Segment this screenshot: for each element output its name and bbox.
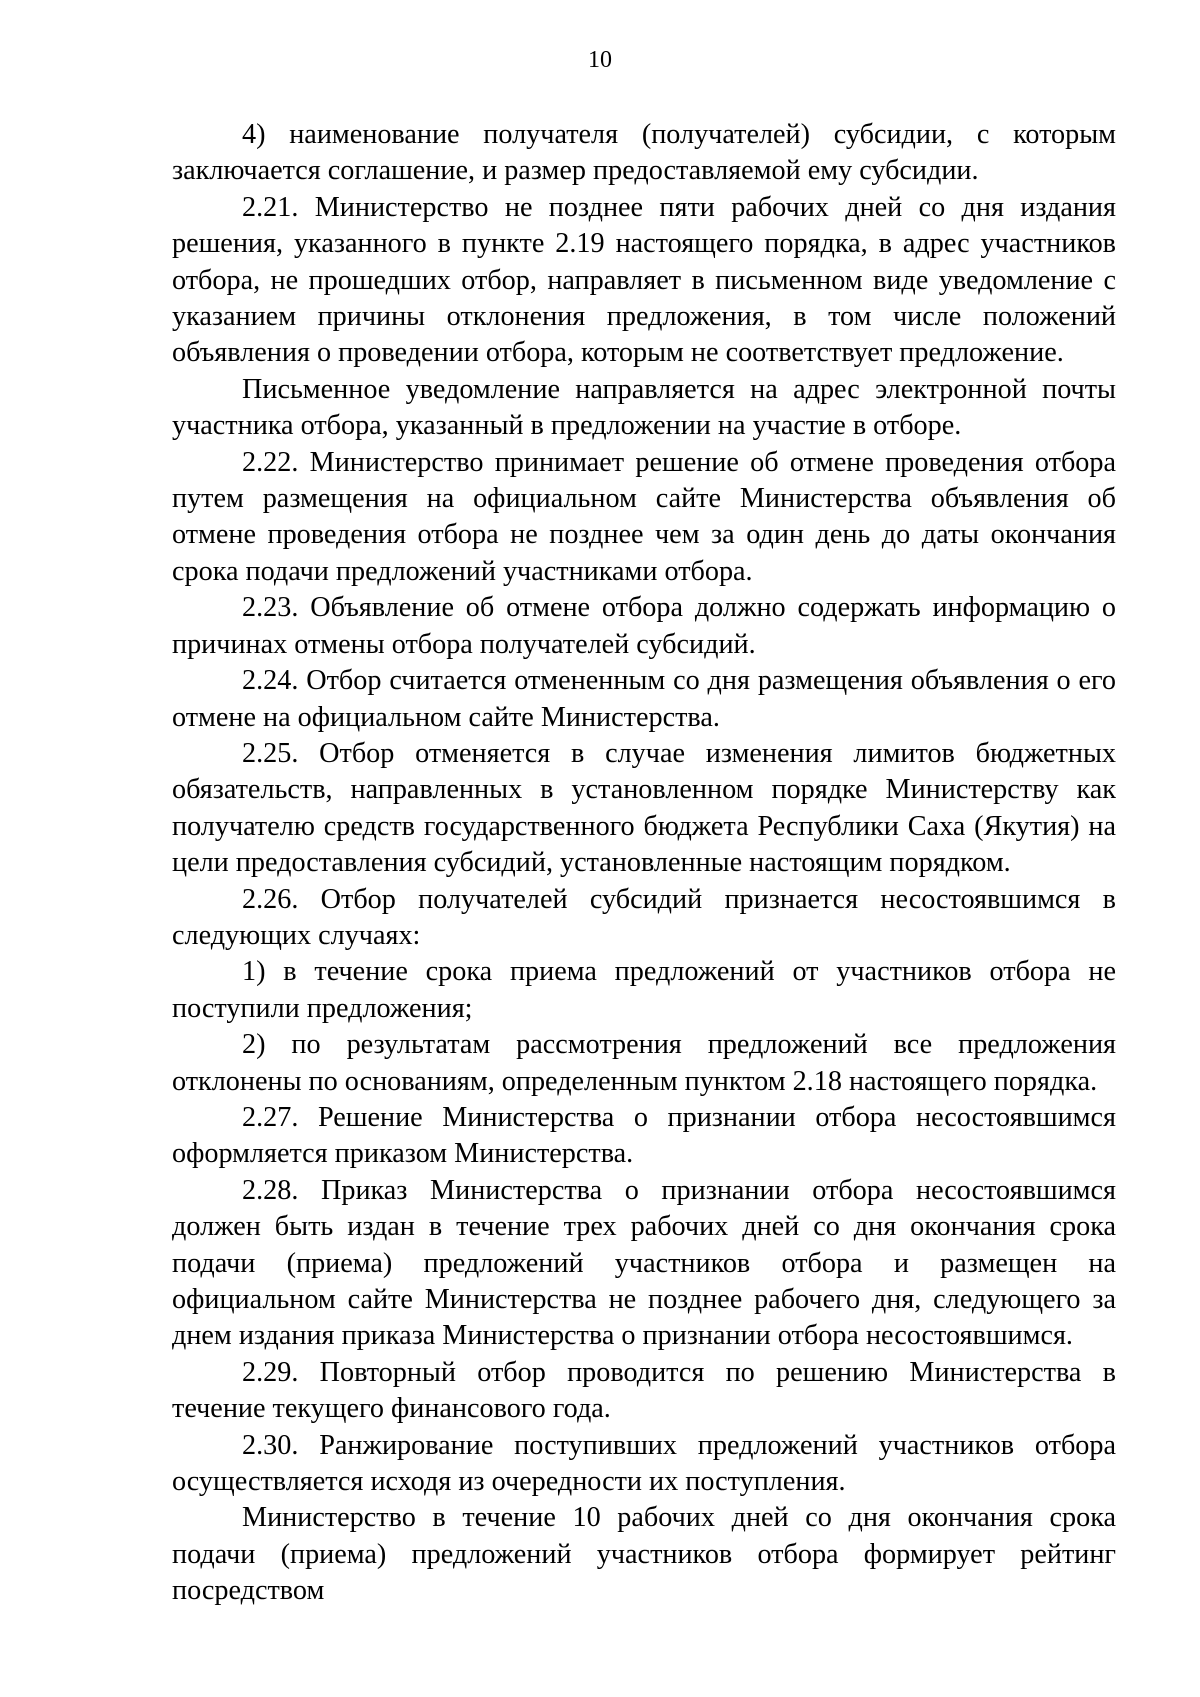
paragraph-2-26-item-2: 2) по результатам рассмотрения предложений все предложения отклонены по основаниям, определенным пунктом 2.18 настоящего порядка. [172, 1029, 1116, 1097]
paragraph-rating: Министерство в течение 10 рабочих дней со дня окончания срока подачи (приема) предложений участников отбора формирует рейтинг посредством [172, 1502, 1116, 1607]
paragraph-2-26-item-1: 1) в течение срока приема предложений от участников отбора не поступили предложения; [172, 956, 1116, 1024]
document-body [172, 117, 1116, 1610]
paragraph-2-21: 2.21. Министерство не позднее пяти рабочих дней со дня издания решения, указанного в пункте 2.19 настоящего порядка, в адрес участников отбора, не прошедших отбор, направляет в письменном виде уведомление с указанием причины отклонения предложения, в том числе положений объявления о проведении отбора, которым не соответствует предложение. [172, 191, 1116, 369]
paragraph-2-22: 2.22. Министерство принимает решение об отмене проведения отбора путем размещения на официальном сайте Министерства объявления об отмене проведения отбора не позднее чем за один день до даты окончания срока подачи предложений участниками отбора. [172, 446, 1116, 587]
paragraph-item-4: 4) наименование получателя (получателей) субсидии, с которым заключается соглашение, и размер предоставляемой ему субсидии. [172, 119, 1116, 187]
paragraph-2-23: 2.23. Объявление об отмене отбора должно содержать информацию о причинах отмены отбора получателей субсидий. [172, 592, 1116, 660]
paragraph-2-24: 2.24. Отбор считается отмененным со дня размещения объявления о его отмене на официальном сайте Министерства. [172, 665, 1116, 733]
paragraph-2-29: 2.29. Повторный отбор проводится по решению Министерства в течение текущего финансового года. [172, 1356, 1116, 1425]
paragraph-2-27: 2.27. Решение Министерства о признании отбора несостоявшимся оформляется приказом Министерства. [172, 1101, 1116, 1170]
page-number: 10 [588, 47, 612, 73]
paragraph-2-28: 2.28. Приказ Министерства о признании отбора несостоявшимся должен быть издан в течение трех рабочих дней со дня окончания срока подачи (приема) предложений участников отбора и размещен на официальном сайте Министерства не позднее рабочего дня, следующего за днем издания приказа Министерства о признании отбора несостоявшимся. [172, 1174, 1116, 1352]
paragraph-2-30: 2.30. Ранжирование поступивших предложений участников отбора осуществляется исходя из очередности их поступления. [172, 1429, 1116, 1498]
paragraph-2-26: 2.26. Отбор получателей субсидий признается несостоявшимся в следующих случаях: [172, 883, 1116, 951]
paragraph-2-25: 2.25. Отбор отменяется в случае изменения лимитов бюджетных обязательств, направленных в установленном порядке Министерству как получателю средств государственного бюджета Республики Саха (Якутия) на цели предоставления субсидий, установленные настоящим порядком. [172, 737, 1116, 879]
paragraph-written-notice: Письменное уведомление направляется на адрес электронной почты участника отбора, указанный в предложении на участие в отборе. [172, 373, 1116, 442]
